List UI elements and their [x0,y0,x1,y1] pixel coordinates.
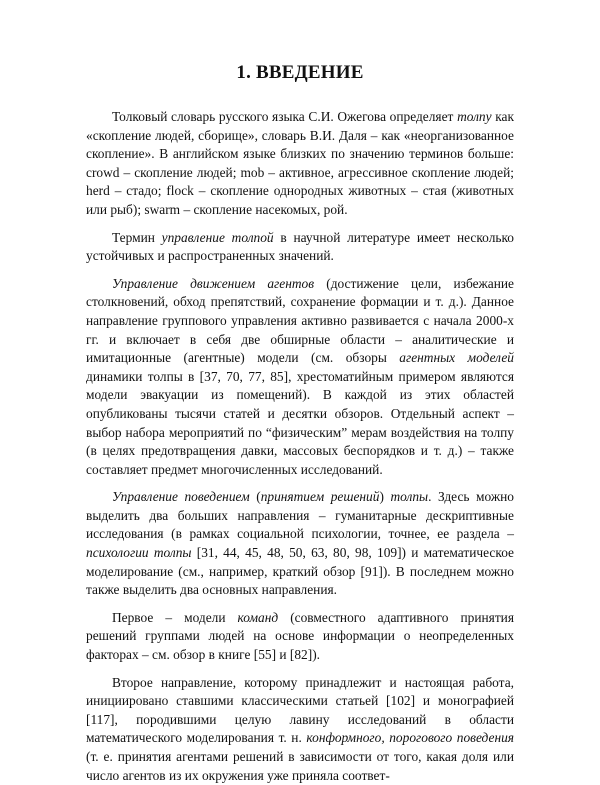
emphasis-term: конформного, порогового поведения [306,730,515,746]
emphasis-term: агентных моделей [399,350,514,366]
text-run: ( [249,489,261,505]
emphasis-term: толпу [457,109,492,124]
paragraph-definition [86,108,514,220]
paragraph-first-direction [86,609,514,665]
paragraph-second-direction [86,674,514,785]
paragraph-behavior-control [86,488,514,600]
text-run: ) [379,489,391,505]
emphasis-term: толпы [390,489,429,505]
emphasis-term: Управление поведением [112,489,250,505]
text-run: [31, 44, 45, 48, 50, 63, 80, 98, 109]) и математическое моделирование (см., например, краткий обзор [91]). В последнем можно также выделить два основных направления. [86,545,514,598]
text-run: (т. е. принятия агентами решений в зависимости от того, какая доля или число агентов из их окружения уже приняла соответ- [86,749,514,783]
page-title: 1. ВВЕДЕНИЕ [236,62,364,83]
emphasis-term: команд [237,609,279,625]
text-run: Первое – модели [112,609,238,625]
text-run: как «скопление людей, сборище», словарь В.И. Даля – как «неорганизованное скопление». В английском языке близких по значению терминов больше: crowd – скопление людей; mob – активное, агрессивное скопление людей; herd – стадо; flock – скопление однородных животных – стая (животных или рыб); swarm – скопление насекомых, рой. [86,109,514,217]
text-run: динамики толпы в [37, 70, 77, 85], хрестоматийным примером являются модели эвакуации из помещений). В каждой из этих областей опубликованы тысячи статей и десятки обзоров. Отдельный аспект – выбор набора мероприятий по “физическим” мерам воздействия на толпу (в целях предотвращения давки, массовых беспорядков и т. д.) – также составляет предмет многочисленных исследований. [86,368,514,477]
text-run: Толковый словарь русского языка С.И. Ожегова определяет [112,109,458,124]
emphasis-term: Управление движением агентов [112,275,315,291]
text-run: (достижение цели, избежание столкновений, обход препятствий, сохранение формации и т. д.). Данное направление группового управления активно развивается с начала 2000-х гг. и включает в себя две обширные области – аналитические и имитационные (агентные) модели (см. обзоры [86,275,515,366]
paragraph-term [86,229,514,266]
text-run: (совместного адаптивного принятия решений группами людей на основе информации о неопределенных факторах – см. обзор в книге [55] и [82]). [86,609,514,663]
text-run: . Здесь можно выделить два больших направления – гуманитарные дескриптивные исследования (в рамках социальной психологии, точнее, ее раздела – [86,489,515,542]
emphasis-term: управление толпой [161,229,274,245]
paragraph-motion-control [86,275,514,480]
emphasis-term: психологии толпы [86,545,192,561]
text-run: Термин [112,229,162,245]
text-run: Второе направление, которому принадлежит и настоящая работа, инициировано ставшими классическими статьей [102] и монографией [117], породившими целую лавину исследований в области математического моделирования т. н. [86,674,514,746]
emphasis-term: принятием решений [260,489,380,505]
text-run: в научной литературе имеет несколько устойчивых и распространенных значений. [86,229,515,264]
